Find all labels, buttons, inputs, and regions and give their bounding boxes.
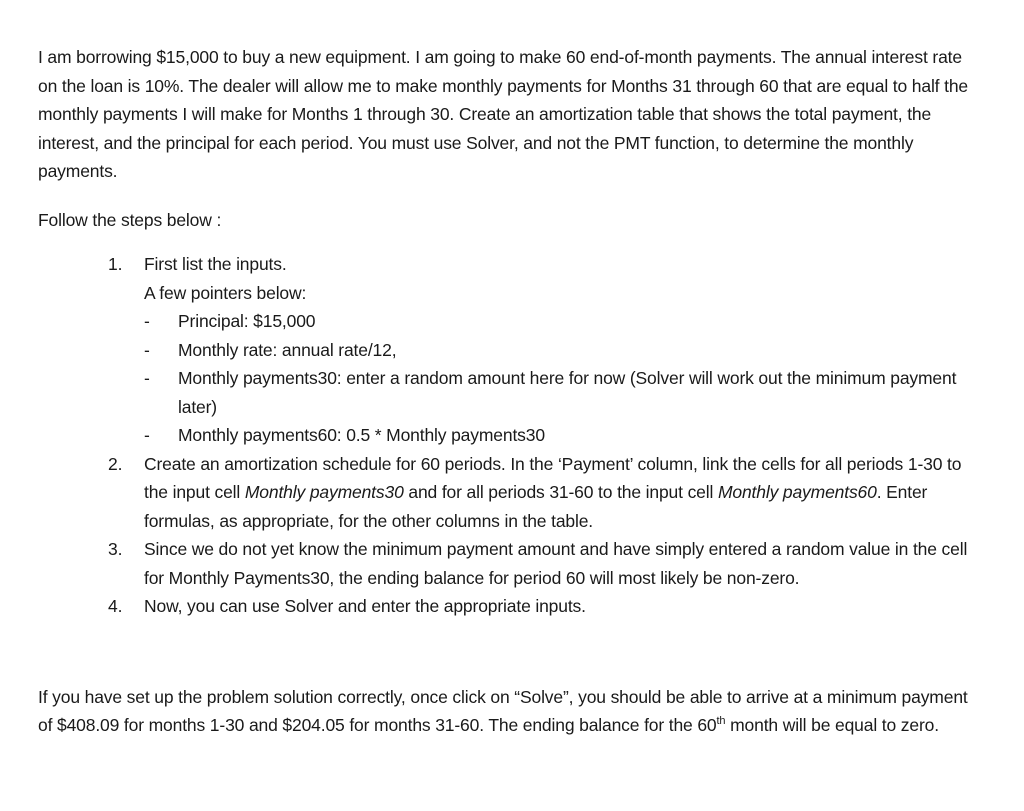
pointer-item: [144, 421, 978, 450]
step-number: 4.: [108, 596, 123, 616]
step-number: 1.: [108, 254, 123, 274]
pointer-item: [144, 364, 978, 421]
pointers-intro: A few pointers below:: [144, 282, 307, 303]
dash-bullet: -: [144, 425, 150, 445]
closing-text: If you have set up the problem solution correctly, once click on “Solve”, you should be able to arrive at a minimum payment of $408.09 for months 1-30 and $204.05 for months 31-60. The ending balance for the 60: [38, 686, 968, 735]
pointer-text: Principal: $15,000: [178, 311, 316, 331]
document-page: [38, 43, 978, 740]
follow-steps-heading: Follow the steps below :: [38, 209, 222, 230]
step-1: [38, 250, 978, 450]
pointers-list: [144, 307, 978, 450]
step-emphasis: Monthly payments60: [717, 482, 877, 502]
step-emphasis: Monthly payments30: [244, 482, 404, 502]
dash-bullet: -: [144, 311, 150, 331]
closing-paragraph: [38, 683, 978, 740]
step-3: [38, 535, 978, 592]
step-text: Now, you can use Solver and enter the appropriate inputs.: [144, 596, 586, 616]
step-text: . Enter formulas, as appropriate, for the other columns in the table.: [144, 482, 928, 531]
closing-text: month will be equal to zero.: [725, 715, 939, 735]
pointer-item: [144, 336, 978, 365]
step-text: First list the inputs.: [144, 254, 287, 274]
pointer-text: Monthly payments60: 0.5 * Monthly payments30: [178, 425, 545, 445]
step-number: 3.: [108, 539, 123, 559]
step-text: Create an amortization schedule for 60 periods. In the ‘Payment’ column, link the cells for all periods 1-30 to the input cell: [144, 453, 962, 502]
pointer-text: Monthly payments30: enter a random amount here for now (Solver will work out the minimum payment later): [178, 368, 957, 417]
step-text: and for all periods 31-60 to the input cell: [403, 482, 718, 502]
pointer-text: Monthly rate: annual rate/12,: [178, 339, 397, 360]
step-4: [38, 592, 978, 621]
steps-list: [38, 250, 978, 621]
step-2: [38, 450, 978, 536]
step-text: Since we do not yet know the minimum payment amount and have simply entered a random value in the cell for Monthly Payments30, the ending balance for period 60 will most likely be non-zero.: [144, 539, 968, 588]
step-number: 2.: [108, 453, 123, 474]
pointer-item: [144, 307, 978, 336]
intro-paragraph: I am borrowing $15,000 to buy a new equipment. I am going to make 60 end-of-month payments. The annual interest rate on the loan is 10%. The dealer will allow me to make monthly payments for Months 31 through 60 that are equal to half the monthly payments I will make for Months 1 through 30. Create an amortization table that shows the total payment, the interest, and the principal for each period. You must use Solver, and not the PMT function, to determine the monthly payments.: [38, 47, 968, 181]
dash-bullet: -: [144, 368, 150, 388]
ordinal-superscript: th: [716, 715, 726, 727]
dash-bullet: -: [144, 339, 150, 360]
